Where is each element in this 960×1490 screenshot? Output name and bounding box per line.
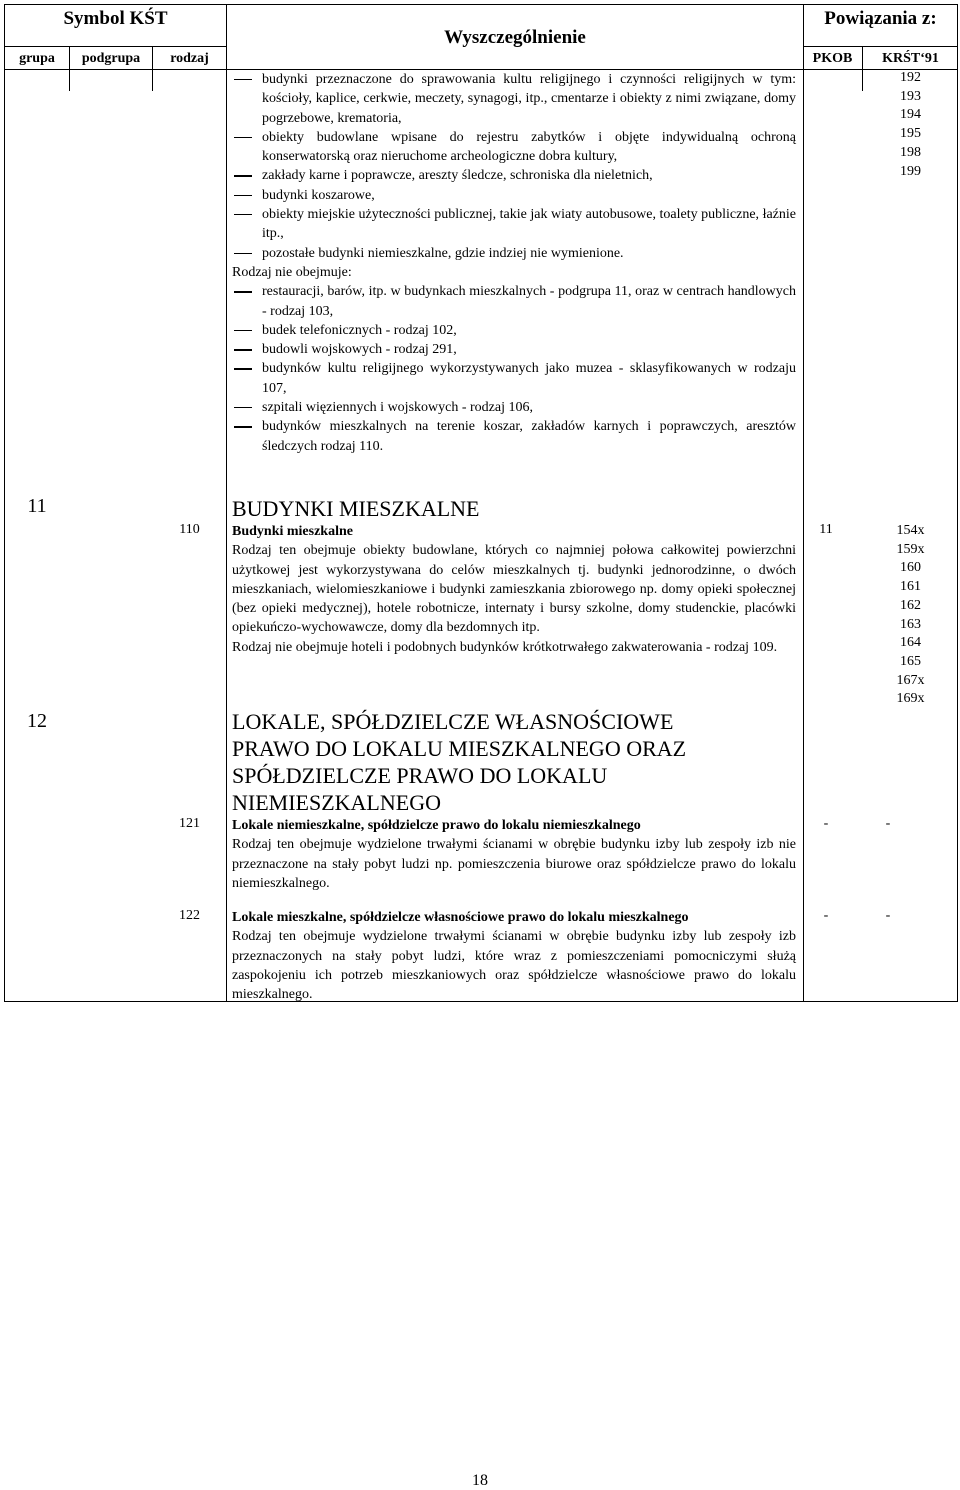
krst-code-121: - xyxy=(885,816,891,831)
header-divider-left xyxy=(4,46,227,47)
group-code-12: 12 xyxy=(27,710,47,732)
krst-code: 194 xyxy=(900,107,921,123)
rodzaj-description: Rodzaj ten obejmuje wydzielone trwałymi ścianami w obrębie budynku izby lub zespoły izb nie przeznaczone na stały pobyt ludzi np. pomieszczenia biurowe oraz spółdzielcze prawo do lokalu niemieszkalnego. xyxy=(232,837,796,891)
group-12-title-block xyxy=(232,708,752,816)
krst-code: 167x xyxy=(896,672,925,688)
rodzaj-heading: Lokale mieszkalne, spółdzielcze własnościowe prawo do lokalu mieszkalnego xyxy=(232,910,689,925)
continued-description xyxy=(232,70,796,456)
krst-code: 161 xyxy=(900,579,921,595)
list-item: budynki przeznaczone do sprawowania kultu religijnego i czynności religijnych w tym: kościoły, kaplice, cerkwie, meczety, synagogi, itp., cmentarze i obiekty z nimi związane, domy pogrzebowe, krematoria, xyxy=(232,70,796,128)
rodzaj-122-description xyxy=(232,908,796,1004)
exclusion-item: restauracji, barów, itp. w budynkach mieszkalnych - podgrupa 11, oraz w centrach handlowych - rodzaj 103, xyxy=(232,282,796,321)
excludes-label: Rodzaj nie obejmuje: xyxy=(232,264,352,280)
exclusion-item: budowli wojskowych - rodzaj 291, xyxy=(232,340,796,359)
header-symbol: Symbol KŚT xyxy=(63,8,168,29)
exclusion-item: budynków mieszkalnych na terenie koszar, zakładów karnych i poprawczych, aresztów śledczych rodzaj 110. xyxy=(232,417,796,456)
col-divider-symbol xyxy=(226,4,227,1002)
krst-code: 198 xyxy=(900,144,921,160)
krst-code: 154x xyxy=(896,523,925,538)
rodzaj-code-110: 110 xyxy=(179,522,200,537)
col-divider-description xyxy=(803,4,804,1002)
exclusion-item: szpitali więziennych i wojskowych - rodzaj 106, xyxy=(232,398,796,417)
rodzaj-code-122: 122 xyxy=(179,908,200,923)
pkob-code-122: - xyxy=(823,908,829,923)
krst-code-122: - xyxy=(885,908,891,923)
krst-codes-top xyxy=(863,69,958,181)
rodzaj-heading: Budynki mieszkalne xyxy=(232,524,353,539)
header-col-rodzaj: rodzaj xyxy=(170,51,209,66)
krst-code: 165 xyxy=(900,653,921,669)
krst-codes-110 xyxy=(863,522,958,709)
krst-code: 193 xyxy=(900,88,921,104)
krst-code: 192 xyxy=(900,70,921,85)
krst-code: 164 xyxy=(900,635,921,651)
list-item: obiekty budowlane wpisane do rejestru zabytków i objęte indywidualną ochroną konserwatorską oraz nieruchome archeologiczne dobra kultury, xyxy=(232,128,796,167)
rodzaj-description: Rodzaj ten obejmuje obiekty budowlane, których co najmniej połowa całkowitej powierzchni użytkowej jest wykorzystywana do celów mieszkalnych tj. budynki jednorodzinne, o dwóch mieszkaniach, wielomieszkaniowe i budynki zamieszkania zbiorowego np. domy opieki społecznej (bez opieki medycznej), hotele robotnicze, internaty i bursy szkolne, domy studenckie, placówki opiekuńczo-wychowawcze, domy dla bezdomnych itp. xyxy=(232,543,796,636)
krst-code: 169x xyxy=(896,691,925,707)
page-number: 18 xyxy=(472,1472,488,1489)
list-item: obiekty miejskie użyteczności publicznej, takie jak wiaty autobusowe, toalety publiczne, łaźnie itp., xyxy=(232,205,796,244)
krst-code: 199 xyxy=(900,163,921,179)
rodzaj-description: Rodzaj ten obejmuje wydzielone trwałymi ścianami w obrębie budynku izby lub zespoły izb przeznaczonych na stały pobyt ludzi, które wraz z pomieszczeniami pomocniczymi służą zaspokojeniu ich potrzeb mieszkaniowych oraz spółdzielcze własnościowe prawo do lokalu mieszkalnego. xyxy=(232,929,796,1003)
rodzaj-code-121: 121 xyxy=(179,816,200,831)
header-divider-right xyxy=(803,46,958,47)
group-11-description xyxy=(232,495,796,657)
header-description: Wyszczególnienie xyxy=(444,27,586,48)
exclusion-item: budek telefonicznych - rodzaj 102, xyxy=(232,321,796,340)
krst-code: 160 xyxy=(900,560,921,576)
krst-code: 195 xyxy=(900,126,921,142)
list-item: budynki koszarowe, xyxy=(232,186,796,205)
krst-code: 159x xyxy=(896,541,925,557)
list-item: zakłady karne i poprawcze, areszty śledcze, schroniska dla nieletnich, xyxy=(232,166,796,185)
exclusion-item: budynków kultu religijnego wykorzystywanych jako muzea - sklasyfikowanych w rodzaju 107, xyxy=(232,359,796,398)
rodzaj-exclusion: Rodzaj nie obejmuje hoteli i podobnych budynków krótkotrwałego zakwaterowania - rodzaj 109. xyxy=(232,639,778,655)
krst-code: 162 xyxy=(900,597,921,613)
group-code-11: 11 xyxy=(27,495,47,517)
header-relations: Powiązania z: xyxy=(824,8,937,29)
header-col-krst: KRŚT‘91 xyxy=(882,51,939,66)
group-title: LOKALE, SPÓŁDZIELCZE WŁASNOŚCIOWE PRAWO DO LOKALU MIESZKALNEGO ORAZ SPÓŁDZIELCZE PRAWO DO LOKALU NIEMIESZKALNEGO xyxy=(232,709,687,815)
krst-code: 163 xyxy=(900,616,921,632)
pkob-code-121: - xyxy=(823,816,829,831)
rodzaj-heading: Lokale niemieszkalne, spółdzielcze prawo do lokalu niemieszkalnego xyxy=(232,818,641,833)
header-col-podgrupa: podgrupa xyxy=(81,51,141,66)
list-item: pozostałe budynki niemieszkalne, gdzie indziej nie wymienione. xyxy=(232,244,796,263)
rodzaj-121-description xyxy=(232,816,796,893)
header-col-pkob: PKOB xyxy=(812,51,853,66)
pkob-code-11: 11 xyxy=(819,522,833,537)
group-title: BUDYNKI MIESZKALNE xyxy=(232,496,480,521)
header-col-grupa: grupa xyxy=(19,51,55,66)
